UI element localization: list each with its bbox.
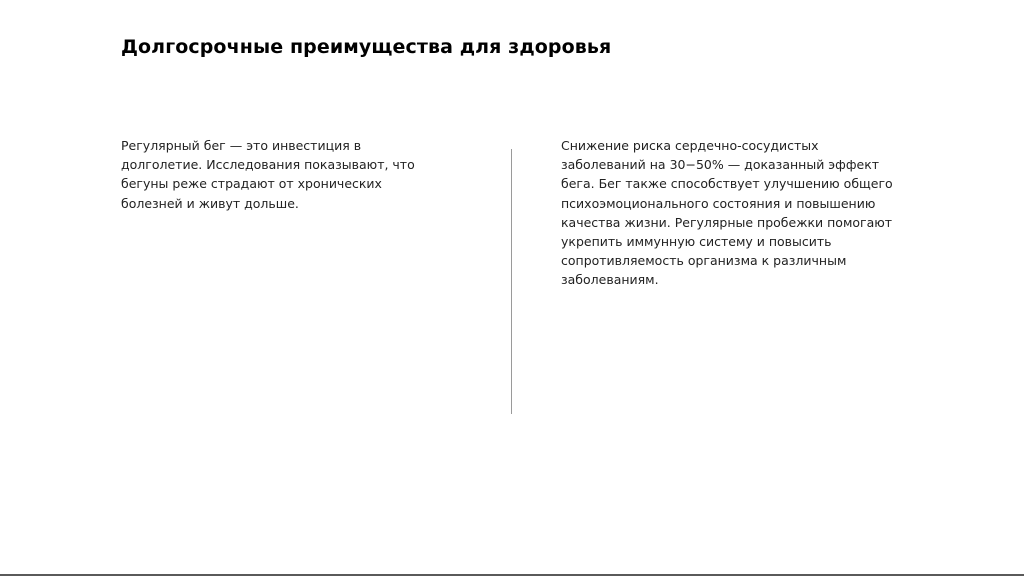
- right-column-text: Снижение риска сердечно-сосудистых заболеваний на 30−50% — доказанный эффект бега. Бег также способствует улучшению общего психоэмоционального состояния и повышению качества жизни. Регулярные пробежки помогают укрепить иммунную систему и повысить сопротивляемость организма к различным заболеваниям.: [561, 138, 893, 288]
- slide-title: Долгосрочные преимущества для здоровья: [121, 36, 612, 58]
- left-column-text: Регулярный бег — это инвестиция в долголетие. Исследования показывают, что бегуны реже страдают от хронических болезней и живут дольше.: [121, 138, 415, 211]
- column-divider: [511, 149, 512, 414]
